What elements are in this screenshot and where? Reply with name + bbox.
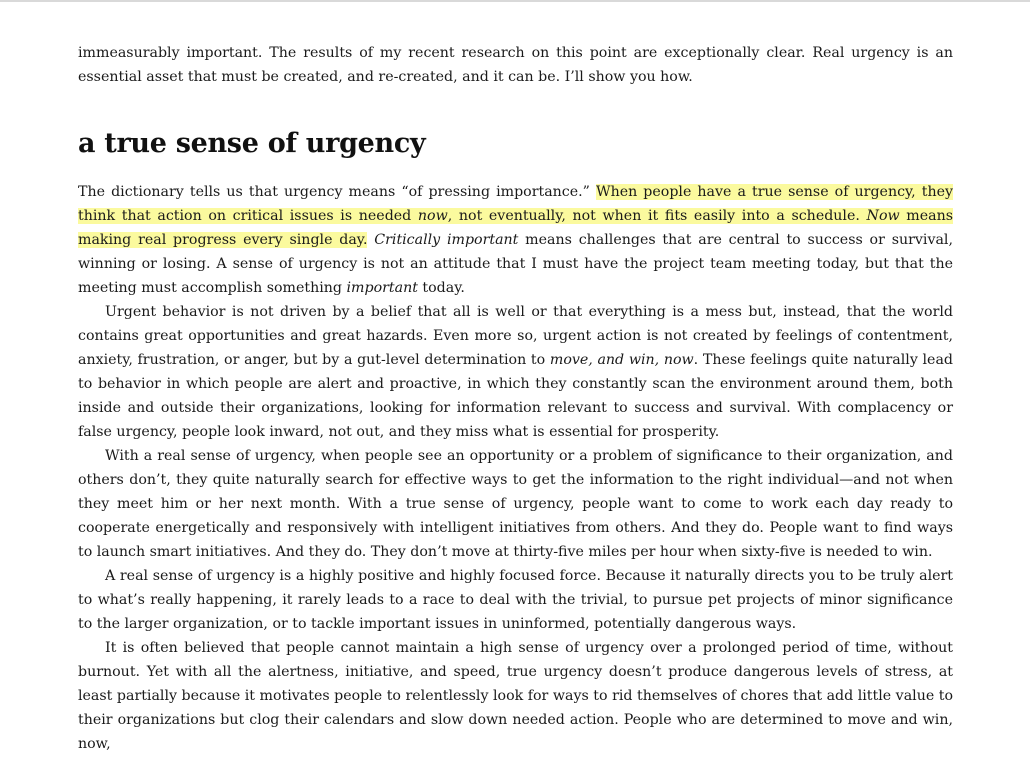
paragraph-3: With a real sense of urgency, when people see an opportunity or a problem of significance to their organization, and others don’t, they quite naturally search for effective ways to get the information to the right individual—and not when they meet him or her next month. With a true sense of urgency, people want to come to work each day ready to cooperate energetically and responsively with intelligent initiatives from others. And they do. People want to find ways to launch smart initiatives. And they do. They don’t move at thirty-five miles per hour when sixty-five is needed to win. bbox=[78, 448, 953, 560]
paragraph-5: It is often believed that people cannot maintain a high sense of urgency over a prolonged period of time, without burnout. Yet with all the alertness, initiative, and speed, true urgency doesn’t produce dangerous levels of stress, at least partially because it motivates people to relentlessly look for ways to rid themselves of chores that add little value to their organizations but clog their calendars and slow down needed action. People who are determined to move and win, now, bbox=[78, 640, 953, 752]
highlight-emphasis-now-2: Now bbox=[866, 208, 900, 224]
intro-line-1 bbox=[78, 41, 953, 65]
p1-middle-text: means challenges that are central to success or survival, winning or losing. A sense of urgency is not an attitude that I must have the project team meeting today, but that the meeting must accomplish something bbox=[78, 232, 953, 296]
highlight-emphasis-now: now bbox=[417, 208, 448, 224]
emphasis-critically-important: Critically important bbox=[374, 232, 519, 248]
p1-intro-text: The dictionary tells us that urgency means “of pressing importance.” bbox=[78, 184, 596, 200]
section-body bbox=[78, 180, 953, 756]
p2-text-start: Urgent behavior is not driven by a belief that all is well or that everything is a mess but, instead, that the world contains great opportunities and great hazards. Even more so, urgent action is not created by feelings of contentment, anxiety, frustration, or anger, but by a gut-level determination to bbox=[78, 304, 953, 368]
emphasis-move-and-win-now: move, and win, now bbox=[549, 352, 694, 368]
intro-line-1-text: immeasurably important. The results of my recent research on this point are exceptionally clear. Real urgency is an bbox=[78, 45, 953, 61]
p2-text-end: . These feelings quite naturally lead to behavior in which people are alert and proactive, in which they constantly scan the environment around them, both inside and outside their organizations, looking for information relevant to success and survival. With complacency or false urgency, people look inward, not out, and they miss what is essential for prosperity. bbox=[78, 352, 953, 440]
section-heading: a true sense of urgency bbox=[78, 128, 426, 159]
p1-end-text: today. bbox=[417, 280, 465, 296]
paragraph-2 bbox=[78, 300, 953, 444]
intro-line-2 bbox=[78, 65, 953, 89]
highlight-text-2: , not eventually, not when it fits easily into a schedule. bbox=[447, 208, 867, 224]
window-top-border bbox=[0, 0, 1030, 2]
highlight-text-3: means making real progress every single day. bbox=[78, 208, 954, 248]
paragraph-1 bbox=[78, 180, 953, 300]
intro-continuation bbox=[78, 41, 953, 89]
paragraph-4: A real sense of urgency is a highly positive and highly focused force. Because it naturally directs you to be truly alert to what’s really happening, it rarely leads to a race to deal with the trivial, to pursue pet projects of minor significance to the larger organization, or to tackle important issues in uninformed, potentially dangerous ways. bbox=[78, 568, 953, 632]
intro-line-2-text: essential asset that must be created, and re-created, and it can be. I’ll show you how. bbox=[78, 69, 693, 85]
emphasis-important: important bbox=[346, 280, 418, 296]
highlight-text-1: When people have a true sense of urgency, they think that action on critical issues is needed bbox=[78, 184, 953, 224]
